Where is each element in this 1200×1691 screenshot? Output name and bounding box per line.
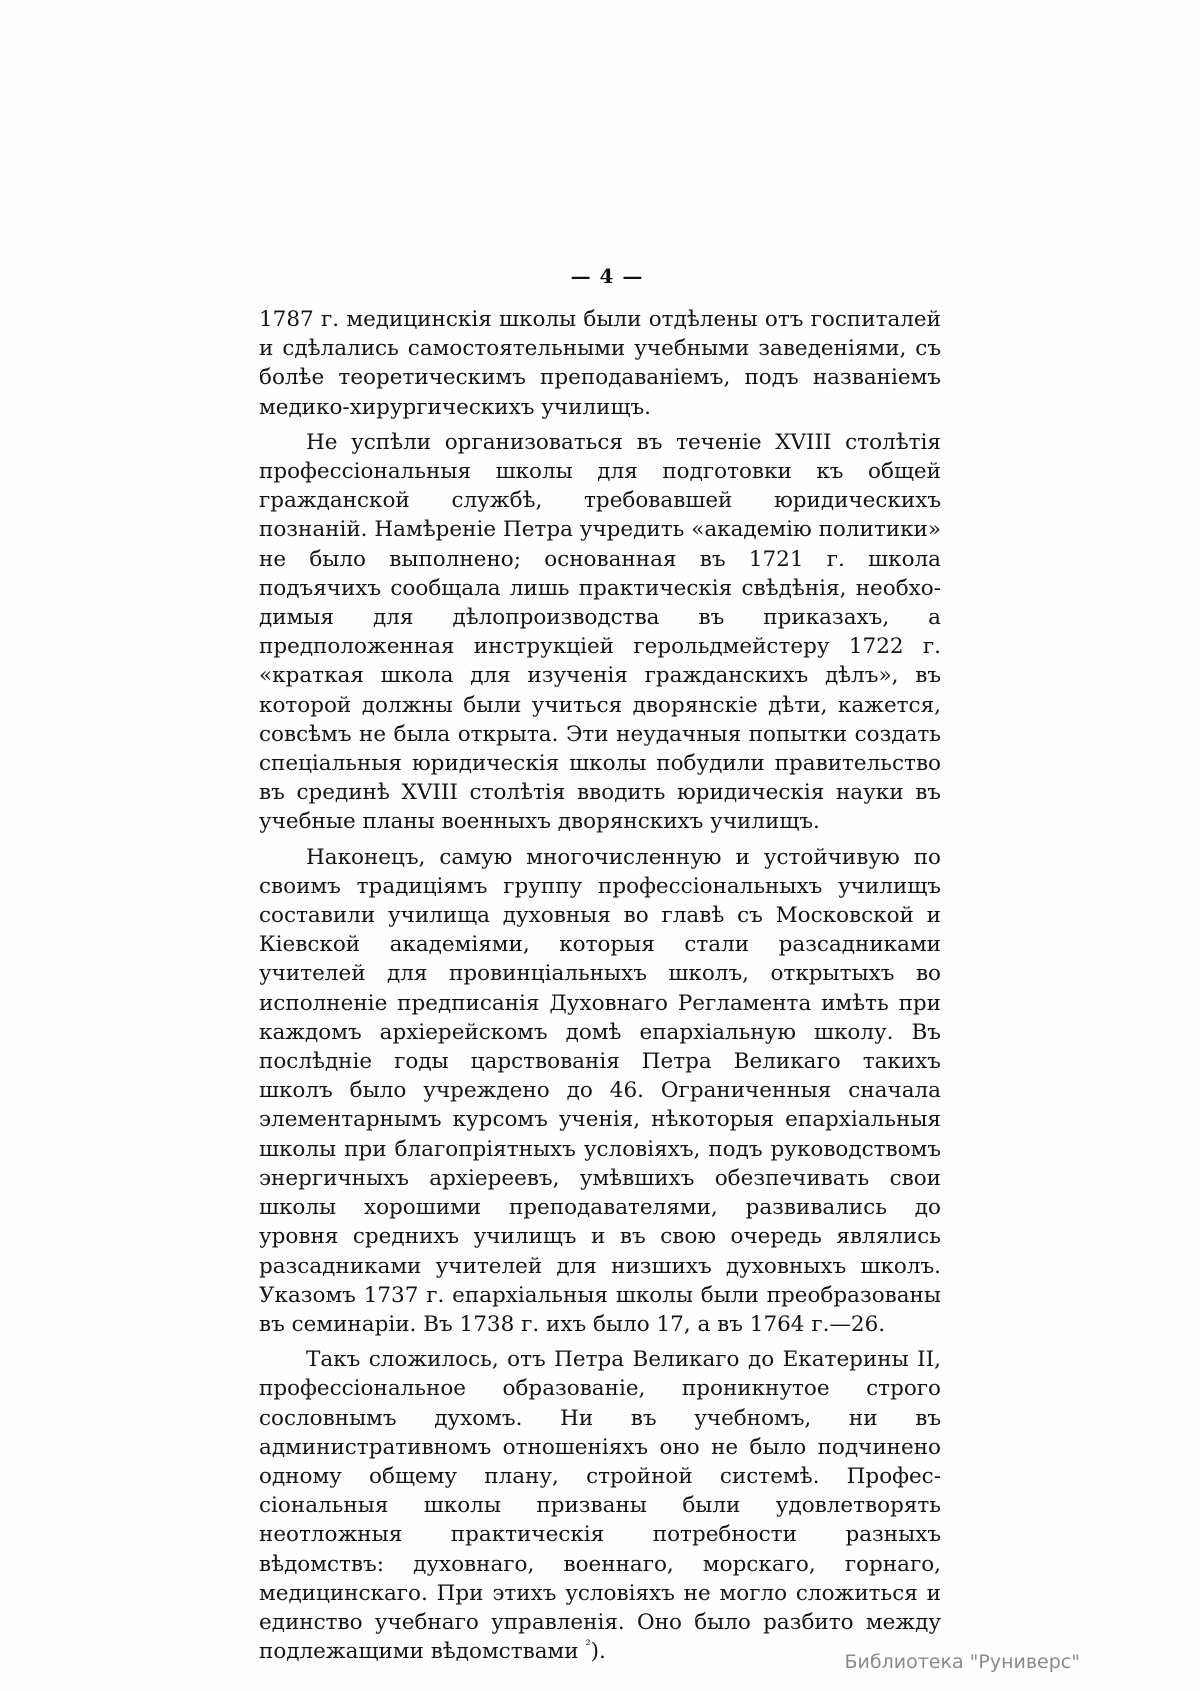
paragraph-4 [259,1345,941,1666]
paragraph-2: Не успѣли организоваться въ теченіе XVIII столѣтія профессіональныя школы для подготовки къ общей гражданской службѣ, требовавшей юридическихъ познаній. Намѣреніе Петра учредить «академію политики» не было выполнено; основанная въ 1721 г. школа подъячихъ сообщала лишь практическія свѣдѣнія, необходимыя для дѣлопроизводства въ приказахъ, а предположенная инструкціей герольдмейстеру 1722 г. «краткая школа для изученія гражданскихъ дѣлъ», въ которой должны были учиться дворянскіе дѣти, кажется, совсѣмъ не была открыта. Эти неудачныя попытки создать спеціальныя юридическія школы побудили правительство въ срединѣ XVIII столѣтія вводить юридическія науки въ учебные планы военныхъ дворянскихъ училищъ. [259,429,941,835]
paragraph-3: Наконецъ, самую многочисленную и устойчивую по своимъ традиціямъ группу профессіональныхъ училищъ составили училища духовныя во главѣ съ Московской и Кіевской академіями, которыя стали разсадниками учителей для провинціальныхъ школъ, открытыхъ во исполненіе предписанія Духовнаго Регламента имѣть при каждомъ архіерейскомъ домѣ епархіальную школу. Въ послѣдніе годы царствованія Петра Великаго такихъ школъ было учреждено до 46. Ограниченныя сначала элементарнымъ курсомъ ученія, нѣкоторыя епархіальныя школы при благопріятныхъ условіяхъ, подъ руководствомъ энергичныхъ архіереевъ, умѣвшихъ обезпечивать свои школы хорошими преподавателями, развивались до уровня среднихъ училищъ и въ свою очередь являлись разсадниками учителей для низшихъ духовныхъ школъ. Указомъ 1737 г. епархіальныя школы были преобразованы въ семинаріи. Въ 1738 г. ихъ было 17, а въ 1764 г.—26. [259,844,941,1337]
page-number: — 4 — [570,264,644,288]
footnote-suffix: ). [590,1639,606,1665]
library-watermark: Библиотека "Руниверс" [844,1651,1080,1673]
paragraph-1: 1787 г. медицинскія школы были отдѣлены отъ госпиталей и сдѣлались самостоятельными учебными заведеніями, съ болѣе теоретическимъ преподаваніемъ, подъ названіемъ медико-хирургическихъ училищъ. [259,307,941,420]
paragraph-4-text: Такъ сложилось, отъ Петра Великаго до Екатерины II, профессіональное образованіе, проникнутое строго сословнымъ духомъ. Ни въ учебномъ, ни въ административномъ отношеніяхъ оно не было подчинено одному общему плану, стройной системѣ. Профессіональныя школы призваны были удовлетворять неотложныя практическія потребности разныхъ вѣдомствъ: духовнаго, военнаго, морскаго, горнаго, медицинскаго. При этихъ условіяхъ не могло сложиться и единство учебнаго управленія. Оно было разбито между подлежащими вѣдомствами [259,1347,941,1665]
body-text [259,305,941,1666]
footnote-reference[interactable]: ² [585,1638,591,1654]
